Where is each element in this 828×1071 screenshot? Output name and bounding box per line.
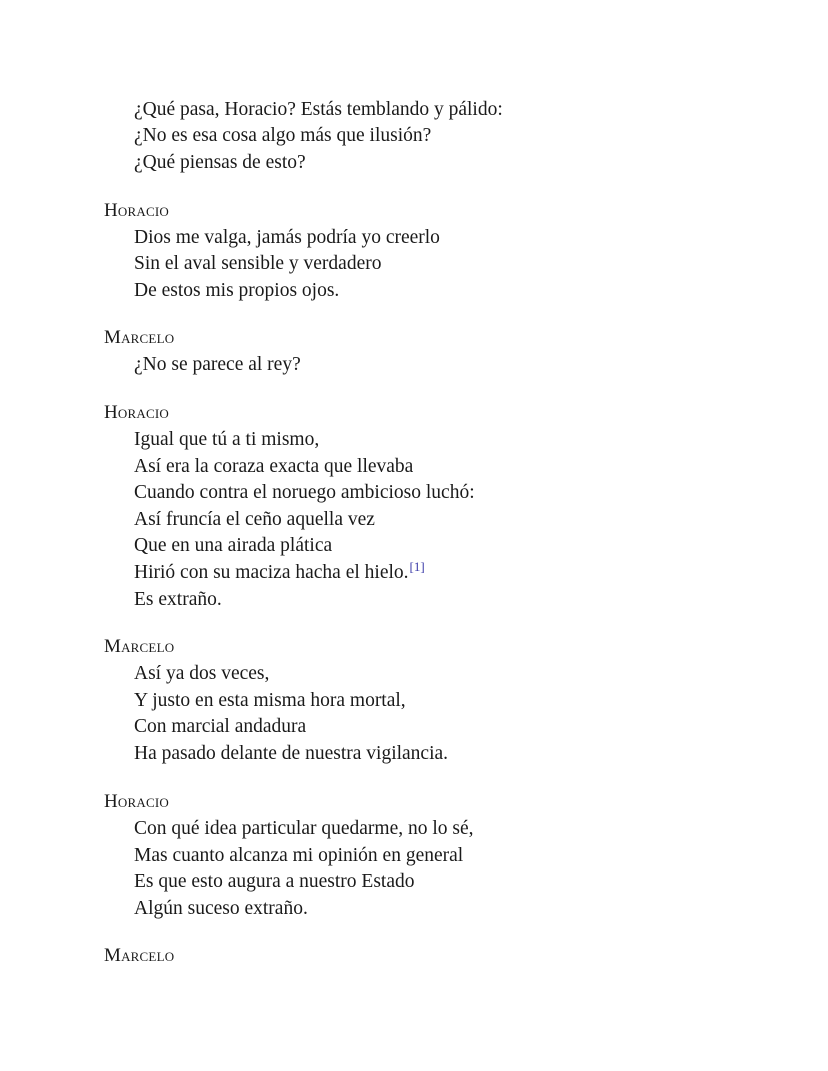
verse-line: Y justo en esta misma hora mortal,: [134, 690, 406, 711]
verse-line-with-footnote: [134, 560, 425, 586]
verse-line: Con qué idea particular quedarme, no lo sé,: [134, 818, 474, 839]
verse-line: Cuando contra el noruego ambicioso luchó:: [134, 482, 475, 503]
speaker-name: Marcelo: [104, 945, 175, 966]
verse-line: Así fruncía el ceño aquella vez: [134, 509, 375, 530]
verse-line: Sin el aval sensible y verdadero: [134, 253, 382, 274]
verse-line: De estos mis propios ojos.: [134, 280, 340, 301]
verse-line: Dios me valga, jamás podría yo creerlo: [134, 227, 440, 248]
verse-line: Algún suceso extraño.: [134, 898, 308, 919]
speaker-name: Horacio: [104, 402, 169, 423]
verse-line: Así ya dos veces,: [134, 663, 270, 684]
verse-line: ¿No se parece al rey?: [134, 354, 301, 375]
speaker-name: Marcelo: [104, 636, 175, 657]
verse-line: ¿No es esa cosa algo más que ilusión?: [134, 125, 432, 146]
speaker-name: Horacio: [104, 200, 169, 221]
speaker-name: Horacio: [104, 791, 169, 812]
verse-line-text: Hirió con su maciza hacha el hielo.: [134, 562, 409, 583]
verse-line: Ha pasado delante de nuestra vigilancia.: [134, 743, 449, 764]
verse-line: ¿Qué piensas de esto?: [134, 152, 306, 173]
verse-line: Con marcial andadura: [134, 716, 307, 737]
verse-line: Es que esto augura a nuestro Estado: [134, 871, 415, 892]
verse-line: Igual que tú a ti mismo,: [134, 429, 320, 450]
verse-line: Mas cuanto alcanza mi opinión en general: [134, 845, 464, 866]
verse-line: Así era la coraza exacta que llevaba: [134, 456, 414, 477]
verse-line: Es extraño.: [134, 589, 222, 610]
speaker-name: Marcelo: [104, 327, 175, 348]
verse-line: ¿Qué pasa, Horacio? Estás temblando y pálido:: [134, 99, 503, 120]
verse-line: Que en una airada plática: [134, 535, 333, 556]
footnote-link[interactable]: [1]: [409, 559, 425, 574]
